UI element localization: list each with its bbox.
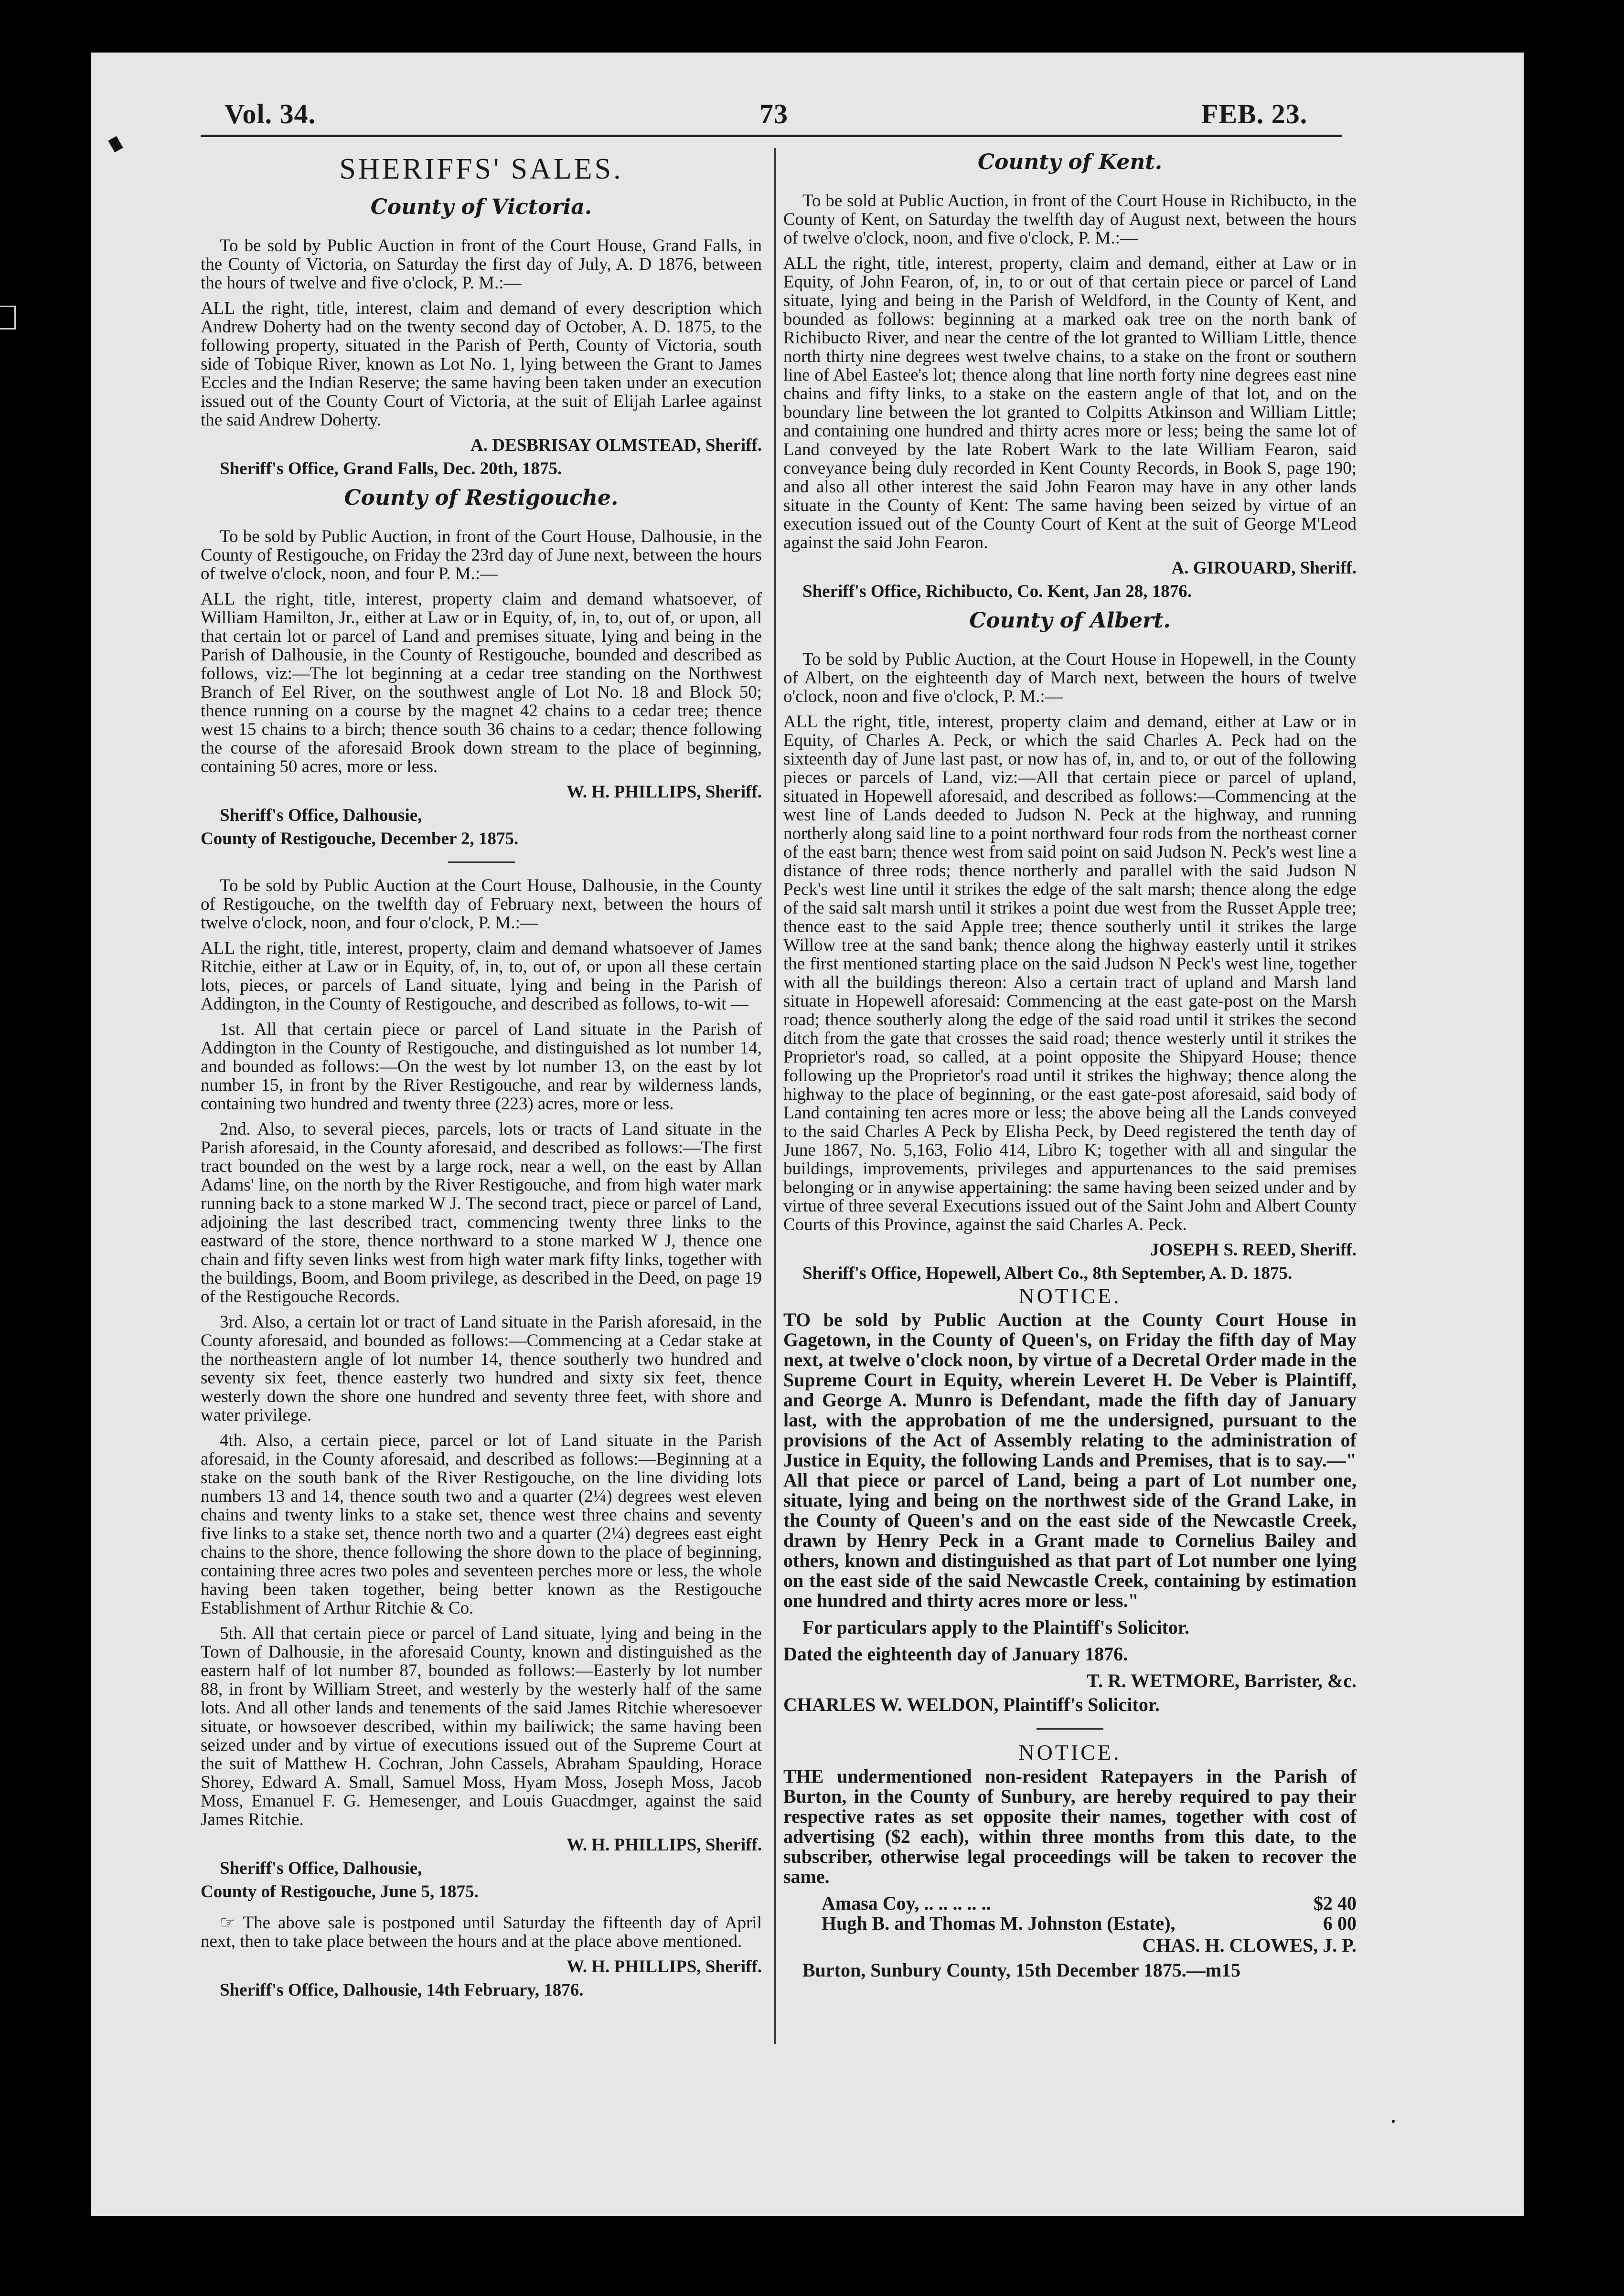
county-heading-victoria: County of Victoria. xyxy=(370,195,592,219)
right-column xyxy=(783,150,1357,1983)
volume-label: Vol. 34. xyxy=(224,98,316,129)
restigouche-sale2-lot1: 1st. All that certain piece or parcel of Land situate in the Parish of Addington in the County of Restigouche, and distinguished as lot number 14, and bounded as follows:—On the west by lot number 13, on the east by lot number 15, in front by the River Restigouche, and rear by wilderness lands, containing two hundred and twenty three (223) acres, more or less. xyxy=(201,1020,762,1114)
county-heading-albert: County of Albert. xyxy=(969,608,1171,633)
restigouche-sale2-lot5: 5th. All that certain piece or parcel of Land situate, lying and being in the Town of Dalhousie, in the aforesaid County, known and distinguished as the eastern half of lot number 87, bounded as follows:—Easterly by lot number 88, in front by William Street, and westerly by the westerly half of the same lots. And all other lands and tenements of the said James Ritchie wheresoever situate, or howsoever described, within my bailiwick; the same having been seized under and by virtue of executions issued out of the Supreme Court at the suit of Matthew H. Cochran, John Cassels, Abraham Spaulding, Horace Shorey, Edward A. Small, Samuel Moss, Hyam Moss, Joseph Moss, Jacob Moss, Emanuel F. G. Hemesenger, and Louis Guacdmger, against the said James Ritchie. xyxy=(201,1624,762,1829)
notice-queens-body xyxy=(783,1310,1357,1715)
restigouche-sale2-office: Sheriff's Office, Dalhousie, xyxy=(220,1859,422,1878)
notice-queens-solicitor: CHARLES W. WELDON, Plaintiff's Solicitor. xyxy=(783,1694,1160,1715)
albert-sheriff-signature: JOSEPH S. REED, Sheriff. xyxy=(1150,1240,1357,1260)
ratepayer-amount: 6 00 xyxy=(1323,1913,1357,1934)
restigouche-sale2-body: ALL the right, title, interest, property, claim and demand whatsoever of James Ritchie, either at Law or in Equity, of, in, to, out of, or upon all these certain lots, pieces, or parcels of Land situate, lying and being in the Parish of Addington, in the County of Restigouche, and described as follows, to-wit — xyxy=(201,938,762,1014)
victoria-sale-intro: To be sold by Public Auction in front of the Court House, Grand Falls, in the County of Victoria, on Saturday the first day of July, A. D 1876, between the hours of twelve and five o'clock, P. M.:— xyxy=(201,236,762,293)
page-number: 73 xyxy=(759,98,788,129)
postponement-signature: W. H. PHILLIPS, Sheriff. xyxy=(566,1957,762,1977)
restigouche-sale2-intro: To be sold by Public Auction at the Court House, Dalhousie, in the County of Restigouche, on the twelfth day of February next, between the hours of twelve o'clock, noon, and four o'clock, P. M.:— xyxy=(201,876,762,933)
victoria-sheriff-office: Sheriff's Office, Grand Falls, Dec. 20th, 1875. xyxy=(220,459,562,478)
ratepayer-amount: $2 40 xyxy=(1314,1892,1357,1914)
restigouche-sale2-lot2: 2nd. Also, to several pieces, parcels, lots or tracts of Land situate in the Parish aforesaid, in the County aforesaid, and described as follows:—The first tract bounded on the west by a large rock, near a well, on the east by Allan Adams' line, on the north by the River Restigouche, and from high water mark running back to a stone marked W J. The second tract, piece or parcel of Land, adjoining the last described tract, commencing twenty three links to the eastward of the store, thence northward to a stone marked W J, thence one chain and fifty seven links west from high water mark fifty links, together with the buildings, Boom, and Boom privilege, as described in the Deed, on page 19 of the Restigouche Records. xyxy=(201,1119,762,1307)
divider xyxy=(448,861,515,863)
notice-heading-queens: NOTICE. xyxy=(1018,1284,1122,1308)
restigouche-sale1-signature: W. H. PHILLIPS, Sheriff. xyxy=(566,782,762,802)
issue-date: FEB. 23. xyxy=(1201,98,1308,129)
restigouche-sale1-office: Sheriff's Office, Dalhousie, xyxy=(220,806,422,825)
notice-queens-particulars: For particulars apply to the Plaintiff's Solicitor. xyxy=(802,1616,1189,1638)
notice-queens-text: TO be sold by Public Auction at the County Court House in Gagetown, in the County of Queen's, on Friday the fifth day of May next, at twelve o'clock noon, by virtue of a Decretal Order made in the Supreme Court in Equity, wherein Leveret H. De Veber is Plaintiff, and George A. Munro is Defendant, made the fifth day of January last, with the approbation of me the undersigned, pursuant to the provisions of the Act of Assembly relating to the administration of Justice in Equity, the following Lands and Premises, that is to say.—" All that piece or parcel of Land, being a part of Lot number one, situate, lying and being on the northwest side of the Grand Lake, in the County of Queen's and on the east side of the Newcastle Creek, drawn by Henry Peck in a Grant made to Cornelius Bailey and others, known and distinguished as that part of Lot number one lying on the east side of the said Newcastle Creek, containing by estimation one hundred and thirty acres more or less." xyxy=(783,1309,1357,1611)
notice-queens-dated: Dated the eighteenth day of January 1876. xyxy=(783,1643,1128,1665)
restigouche-sale2-lot4: 4th. Also, a certain piece, parcel or lot of Land situate in the Parish aforesaid, in the County aforesaid, and described as follows:—Beginning at a stake on the south bank of the River Restigouche, on the line dividing lots numbers 13 and 14, thence south two and a quarter (2¼) degrees west eleven chains and twenty links to a stake set, thence west three chains and seventy five links to a stake set, thence north two and a quarter (2¼) degrees east eight chains to the shore, thence following the shore down to the place of beginning, containing three acres two poles and seventeen perches more or less, the whole having been taken together, being better known as the Restigouche Establishment of Arthur Ritchie & Co. xyxy=(201,1431,762,1618)
albert-sale-intro: To be sold by Public Auction, at the Court House in Hopewell, in the County of Albert, on the eighteenth day of March next, between the hours of twelve o'clock, noon and five o'clock, P. M.:— xyxy=(783,649,1357,706)
ratepayer-table xyxy=(822,1893,1357,1934)
postponement-office: Sheriff's Office, Dalhousie, 14th February, 1876. xyxy=(220,1980,584,2000)
notice-burton-signature: CHAS. H. CLOWES, J. P. xyxy=(1142,1935,1357,1956)
county-heading-kent: County of Kent. xyxy=(977,150,1163,174)
notice-queens-barrister: T. R. WETMORE, Barrister, &c. xyxy=(1087,1670,1357,1691)
section-title: SHERIFFS' SALES. xyxy=(339,153,623,185)
kent-sheriff-signature: A. GIROUARD, Sheriff. xyxy=(1171,558,1357,578)
kent-sale-intro: To be sold at Public Auction, in front of the Court House in Richibucto, in the County of Kent, on Saturday the twelfth day of August next, between the hours of twelve o'clock, noon, and five o'clock, P. M.:— xyxy=(783,191,1357,248)
county-heading-restigouche: County of Restigouche. xyxy=(344,486,619,510)
ratepayer-name: Hugh B. and Thomas M. Johnston (Estate), xyxy=(822,1913,1175,1934)
restigouche-sale1-office-date: County of Restigouche, December 2, 1875. xyxy=(201,829,519,849)
divider xyxy=(1036,1728,1103,1730)
column-divider xyxy=(774,148,776,2044)
left-column xyxy=(201,153,762,2002)
header-rule xyxy=(201,135,1342,137)
notice-burton-body xyxy=(783,1766,1357,1980)
restigouche-sale2-lot3: 3rd. Also, a certain lot or tract of Land situate in the Parish aforesaid, in the County aforesaid, and bounded as follows:—Commencing at a Cedar stake at the northeastern angle of lot number 14, thence southerly two hundred and seventy six feet, thence easterly two hundred and sixty six feet, thence westerly down the shore one hundred and seventy three feet, with shore and water privilege. xyxy=(201,1312,762,1425)
scan-edge-mark xyxy=(0,306,16,330)
kent-sale-body: ALL the right, title, interest, property, claim and demand, either at Law or in Equity, of John Fearon, of, in, to or out of that certain piece or parcel of Land situate, lying and being in the Parish of Weldford, in the County of Kent, and bounded as follows: beginning at a marked oak tree on the north bank of Richibucto River, and near the centre of the lot granted to William Little, thence north thirty nine degrees west twelve chains, to a stake on the front or southern line of Abel Eastee's lot; thence along that line north forty nine degrees east nine chains and fifty links, to a stake on the eastern angle of that lot, and on the boundary line between the lot granted to Colpitts Atkinson and William Little; and containing one hundred and thirty acres more or less; being the same lot of Land conveyed by the late Robert Wark to the late William Fearon, said conveyance being duly recorded in Kent County Records, in Book S, page 190; and also all other interest the said John Fearon may have in any other lands situate in the County of Kent: The same having been seized by virtue of an execution issued out of the County Court of Kent at the suit of George M'Leod against the said John Fearon. xyxy=(783,254,1357,553)
victoria-sheriff-signature: A. DESBRISAY OLMSTEAD, Sheriff. xyxy=(470,436,762,455)
restigouche-sale1-body: ALL the right, title, interest, property claim and demand whatsoever, of William Hamilton, Jr., either at Law or in Equity, of, in, to, out of, or upon, all that certain lot or parcel of Land and premises situate, lying and being in the Parish of Dalhousie, in the County of Restigouche, bounded and described as follows, viz:—The lot beginning at a cedar tree standing on the Northwest Branch of Eel River, on the southwest angle of Lot No. 18 and Block 50; thence running on a course by the magnet 42 chains to a cedar tree; thence west 15 chains to a birch; thence south 36 chains to a cedar; thence following the course of the aforesaid Brook down stream to the place of beginning, containing 50 acres, more or less. xyxy=(201,589,762,776)
albert-sale-body: ALL the right, title, interest, property claim and demand, either at Law or in Equity, of Charles A. Peck, or which the said Charles A. Peck had on the sixteenth day of June last past, or now has of, in, and to, or out of the following pieces or parcels of Land, viz:—All that certain piece or parcel of upland, situated in Hopewell aforesaid, and described as follows:—Commencing at the west line of Lands deeded to Judson N. Peck at the highway, and running northerly along said line to a point northward four rods from the northeast corner of the east barn; thence west from said point on said Judson N. Peck's west line a distance of three rods; thence northerly and parallel with the said Judson N Peck's west line until it strikes the edge of the salt marsh; thence along the edge of the said salt marsh until it strikes a point due west from the Russet Apple tree; thence east to the said Apple tree; thence southerly until it strikes the large Willow tree at the sand bank; thence along the highway easterly until it strikes the first mentioned starting place on the said Judson N Peck's west line, together with all the buildings thereon: Also a certain tract of upland and Marsh land situate in Hopewell aforesaid: Commencing at the east gate-post on the Marsh road; thence southerly along the edge of the said road until it strikes the second ditch from the gate that crosses the said road; thence westerly until it strikes the Proprietor's road, so called, at a point opposite the Shipyard House; thence following up the Proprietor's road until it strikes the highway; thence along the highway to the place of beginning, or the east gate-post aforesaid, said body of Land containing ten acres more or less; the above being all the Lands conveyed to the said Charles A Peck by Elisha Peck, by Deed registered the tenth day of June 1867, No. 5,163, Folio 414, Libro K; together with all and singular the buildings, improvements, privileges and appurtenances to the said premises belonging or in anywise appertaining: the same having been seized under and by virtue of three several Executions issued out of the Saint John and Albert County Courts of this Province, against the said Charles A. Peck. xyxy=(783,712,1357,1234)
restigouche-sale1-intro: To be sold by Public Auction, in front of the Court House, Dalhousie, in the County of Restigouche, on Friday the 23rd day of June next, between the hours of twelve o'clock, noon, and four P. M.:— xyxy=(201,527,762,584)
ratepayer-name: Amasa Coy, .. .. .. .. .. xyxy=(822,1892,991,1914)
postponement-note: ☞ The above sale is postponed until Saturday the fifteenth day of April next, then to take place between the hours and at the place above mentioned. xyxy=(201,1913,762,1951)
restigouche-sale2-office-date: County of Restigouche, June 5, 1875. xyxy=(201,1882,479,1902)
kent-sheriff-office: Sheriff's Office, Richibucto, Co. Kent, Jan 28, 1876. xyxy=(802,582,1192,601)
notice-burton-text: THE undermentioned non-resident Ratepayers in the Parish of Burton, in the County of Sunbury, are hereby required to pay their respective rates as set opposite their names, together with cost of advertising ($2 each), within three months from this date, to the subscriber, otherwise legal proceedings will be taken to recover the same. xyxy=(783,1765,1357,1887)
restigouche-sale2-signature: W. H. PHILLIPS, Sheriff. xyxy=(566,1835,762,1855)
notice-burton-place-date: Burton, Sunbury County, 15th December 1875.—m15 xyxy=(802,1959,1241,1981)
albert-sheriff-office: Sheriff's Office, Hopewell, Albert Co., 8th September, A. D. 1875. xyxy=(802,1264,1293,1283)
notice-heading-burton: NOTICE. xyxy=(1018,1740,1122,1765)
page-mark: . xyxy=(1391,2105,1396,2127)
victoria-sale-body: ALL the right, title, interest, claim and demand of every description which Andrew Doherty had on the twenty second day of October, A. D. 1875, to the following property, situated in the Parish of Perth, County of Victoria, south side of Tobique River, known as Lot No. 1, lying between the Grant to James Eccles and the Indian Reserve; the same having been taken under an execution issued out of the County Court of Victoria, at the suit of Elijah Larlee against the said Andrew Doherty. xyxy=(201,298,762,430)
